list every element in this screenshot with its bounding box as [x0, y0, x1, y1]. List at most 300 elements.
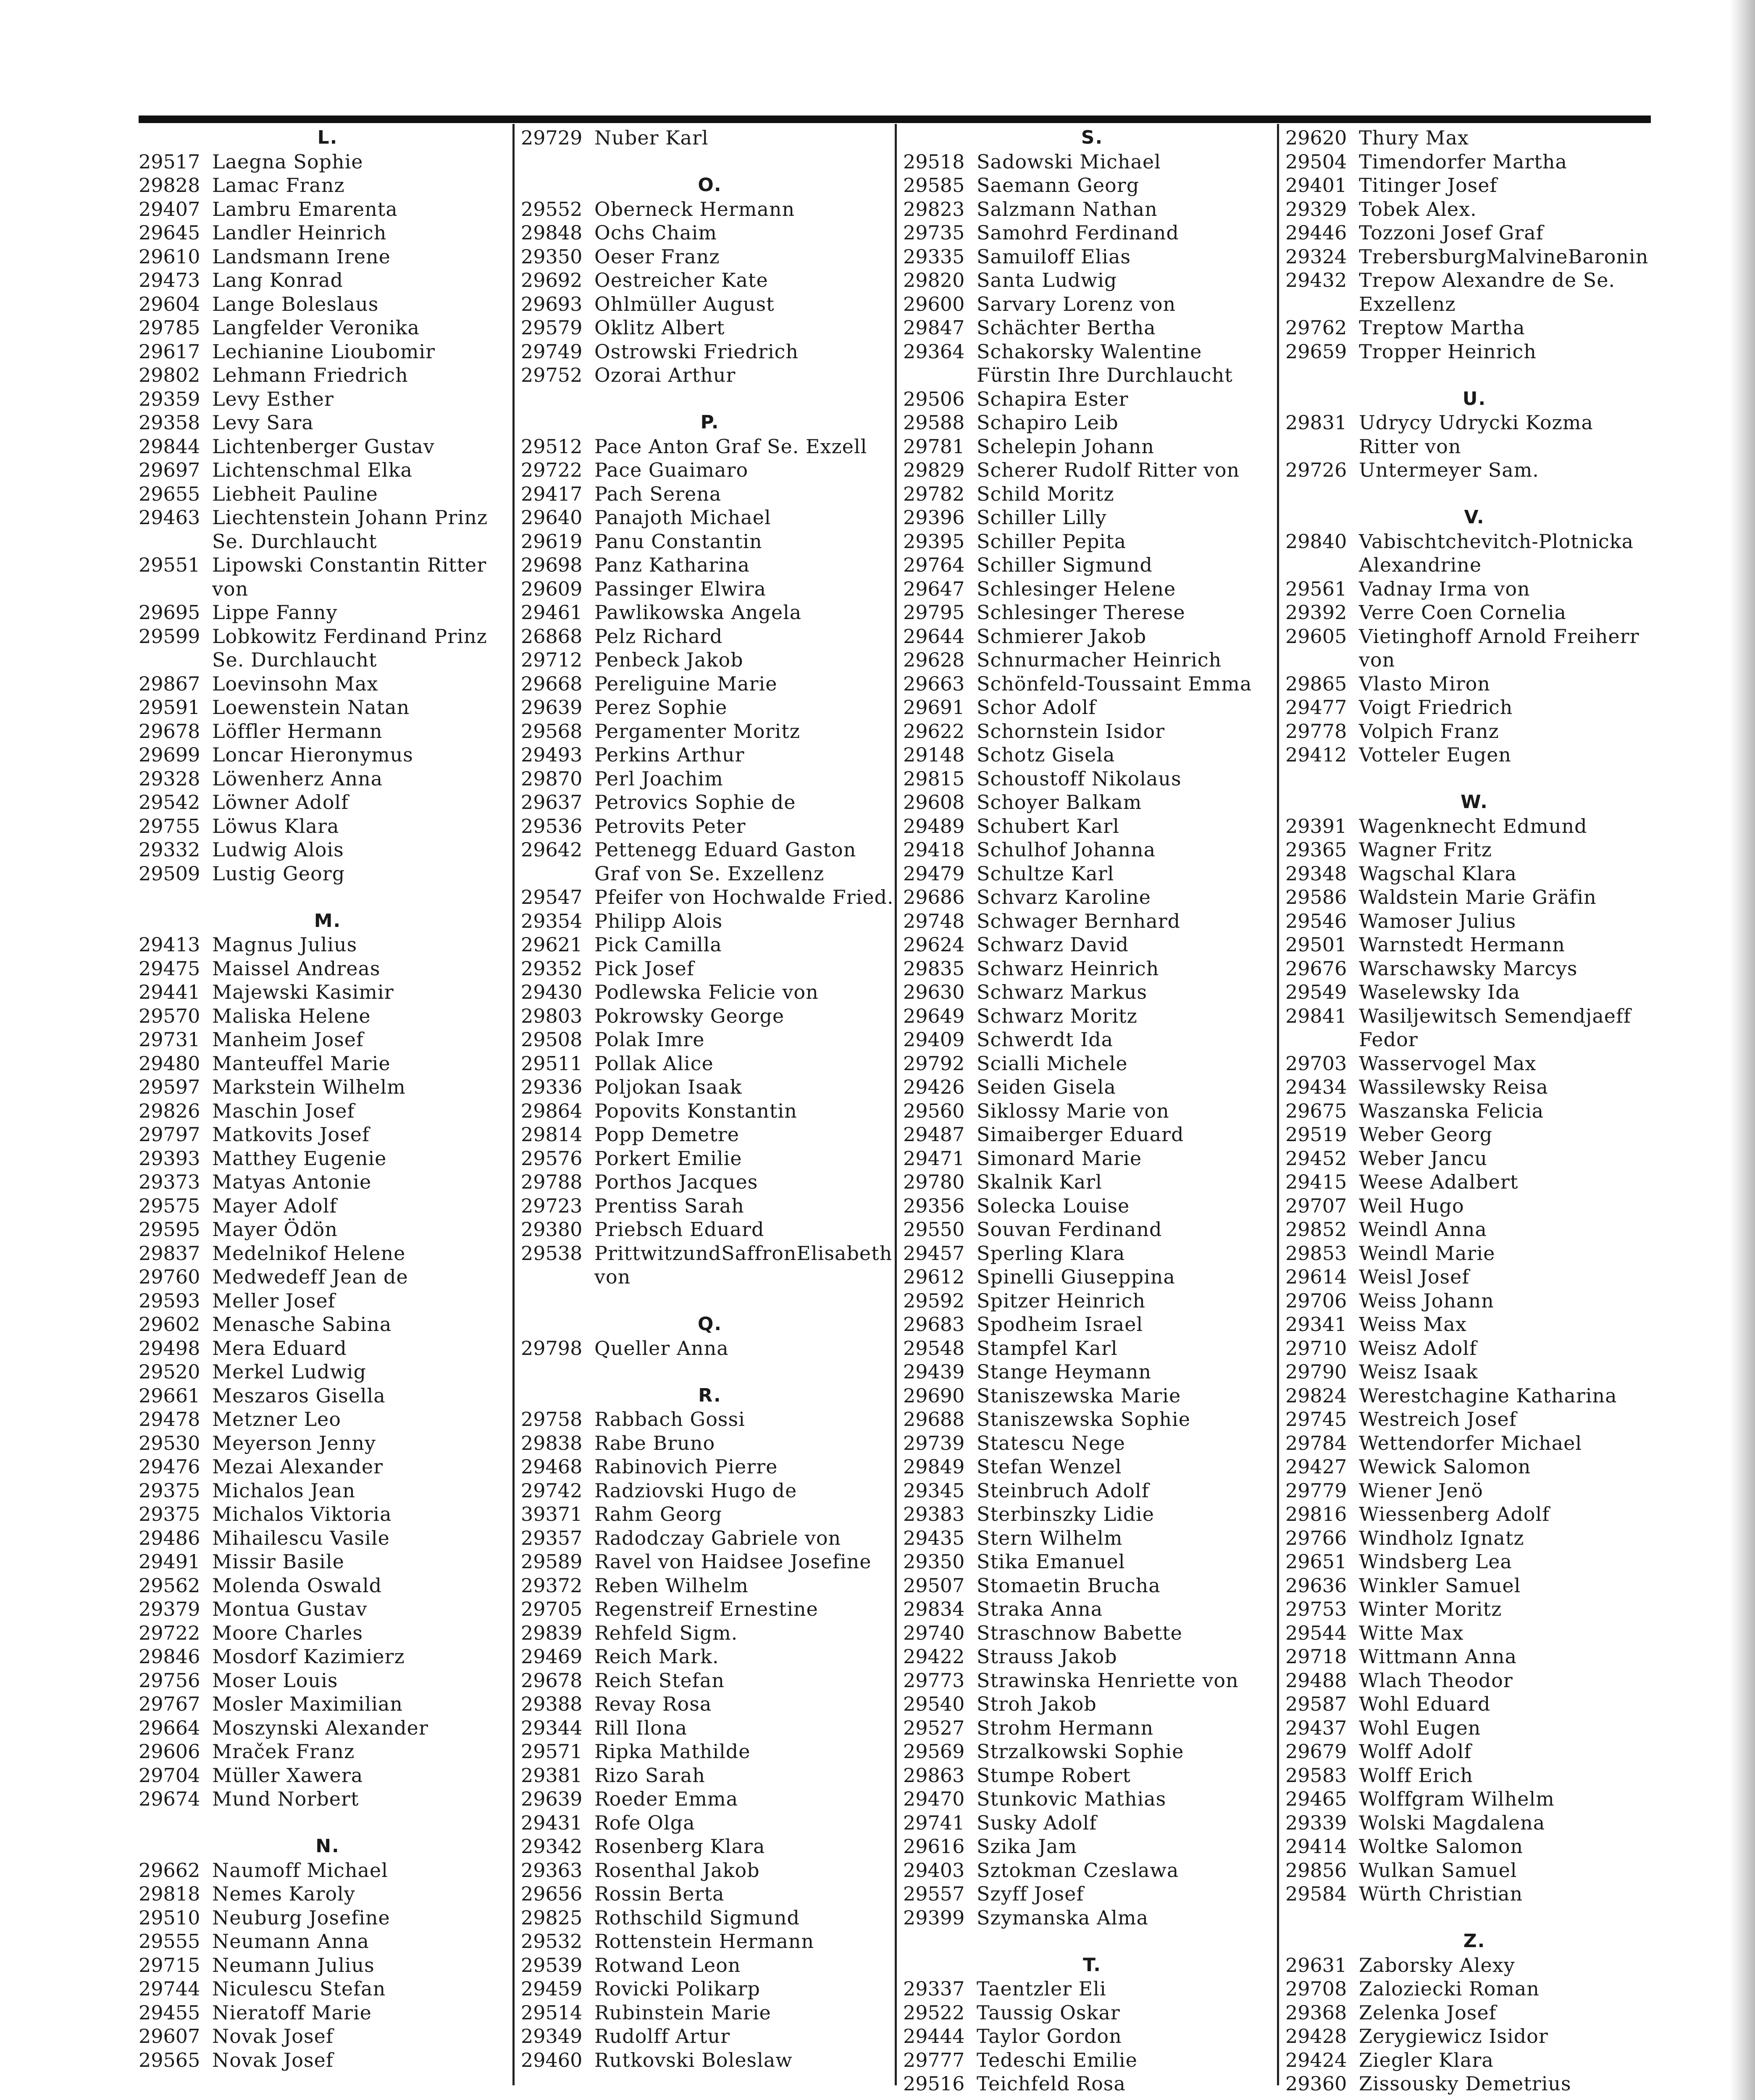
entry-number: 29663: [903, 672, 965, 695]
list-item: [1285, 1336, 1663, 1360]
entry-name: Pollak Alice: [594, 1052, 714, 1075]
entry-name: Schwarz David: [977, 933, 1129, 956]
section-gap: [521, 387, 899, 411]
entry-name: Witte Max: [1359, 1621, 1464, 1644]
section-letter: L.: [317, 127, 338, 148]
list-item: [521, 1479, 899, 1503]
entry-name: Loewenstein Natan: [212, 696, 410, 719]
entry-continuation: von: [212, 577, 249, 600]
entry-number: 29395: [903, 530, 965, 553]
list-item: [903, 933, 1281, 957]
entry-name: Philipp Alois: [594, 909, 723, 932]
entry-name: Rotwand Leon: [594, 1953, 741, 1977]
entry-name: Niculescu Stefan: [212, 1977, 386, 2000]
list-item: [521, 933, 899, 957]
list-item: [1285, 530, 1663, 554]
entry-name: Molenda Oswald: [212, 1574, 382, 1597]
entry-number: 29710: [1285, 1336, 1347, 1360]
entry-name: Scialli Michele: [977, 1052, 1128, 1075]
list-item: [903, 601, 1281, 625]
list-item: [903, 1360, 1281, 1384]
entry-number: 29655: [139, 482, 200, 505]
list-item: [1285, 173, 1663, 197]
list-item: [521, 221, 899, 245]
entry-name: Rubinstein Marie: [594, 2001, 771, 2024]
entry-name: Spinelli Giuseppina: [977, 1265, 1175, 1288]
list-item: [903, 1621, 1281, 1645]
list-item: [903, 506, 1281, 530]
entry-name: Meller Josef: [212, 1289, 336, 1312]
entry-name: Metzner Leo: [212, 1408, 341, 1431]
entry-number: 29742: [521, 1479, 583, 1502]
entry-number: 29418: [903, 838, 965, 861]
entry-number: 29826: [139, 1099, 200, 1122]
entry-number: 29752: [521, 364, 583, 386]
entry-number: 29818: [139, 1882, 200, 1905]
entry-number: 29342: [521, 1835, 583, 1858]
entry-number: 26868: [521, 625, 583, 648]
entry-number: 29148: [903, 743, 965, 766]
list-item: [139, 482, 517, 506]
entry-number: 29511: [521, 1052, 583, 1075]
entry-number: 29748: [903, 909, 965, 932]
entry-name: Priebsch Eduard: [594, 1218, 765, 1241]
entry-name: Pergamenter Moritz: [594, 719, 800, 743]
list-item: [521, 1218, 899, 1242]
entry-number: 29608: [903, 791, 965, 814]
entry-name: Strauss Jakob: [977, 1645, 1117, 1668]
entry-name: Regenstreif Ernestine: [594, 1598, 818, 1620]
entry-name: Weindl Marie: [1359, 1242, 1495, 1265]
list-item: [521, 1858, 899, 1882]
entry-name: Weber Jancu: [1359, 1147, 1487, 1170]
entry-name: Schakorsky Walentine: [977, 340, 1202, 363]
entry-name: Pace Anton Graf Se. Exzell: [594, 435, 867, 458]
list-item: [521, 530, 899, 554]
entry-name: Samohrd Ferdinand: [977, 221, 1179, 244]
entry-number: 29426: [903, 1076, 965, 1098]
entry-name: Warnstedt Hermann: [1359, 933, 1565, 956]
entry-name: Lambru Emarenta: [212, 197, 398, 220]
entry-number: 29469: [521, 1645, 583, 1668]
entry-name: Loevinsohn Max: [212, 672, 378, 695]
entry-name: Lichtenberger Gustav: [212, 435, 435, 458]
entry-number: 29698: [521, 554, 583, 576]
entry-number: 29414: [1285, 1835, 1347, 1858]
entry-number: 29403: [903, 1858, 965, 1882]
entry-name: Winter Moritz: [1359, 1598, 1502, 1620]
entry-number: 29609: [521, 577, 583, 600]
entry-number: 29592: [903, 1289, 965, 1312]
entry-number: 29706: [1285, 1289, 1347, 1312]
entry-name: Mayer Adolf: [212, 1194, 337, 1217]
entry-number: 29557: [903, 1882, 965, 1905]
entry-name: Schwarz Markus: [977, 981, 1148, 1003]
entry-name: Teichfeld Rosa: [977, 2072, 1126, 2095]
entry-name: Taylor Gordon: [977, 2025, 1122, 2048]
entry-number: 29337: [903, 1977, 965, 2000]
list-item: [903, 1052, 1281, 1076]
entry-number: 29583: [1285, 1764, 1347, 1787]
list-item: [521, 2001, 899, 2025]
entry-number: 29600: [903, 292, 965, 315]
entry-number: 29691: [903, 696, 965, 719]
list-item: [139, 1621, 517, 1645]
list-item: [1285, 1289, 1663, 1313]
entry-number: 29589: [521, 1550, 583, 1573]
list-item: [1285, 150, 1663, 174]
list-item: [903, 553, 1281, 577]
entry-number: 29488: [1285, 1669, 1347, 1692]
list-item: [139, 1574, 517, 1598]
list-item: [521, 625, 899, 648]
entry-number: 29519: [1285, 1123, 1347, 1146]
entry-name: Wulkan Samuel: [1359, 1858, 1517, 1882]
entry-name: TrebersburgMalvineBaronin: [1359, 245, 1649, 268]
list-item: [1285, 245, 1663, 269]
entry-name: Schlesinger Therese: [977, 601, 1185, 624]
entry-number: 29692: [521, 269, 583, 291]
entry-number: 29614: [1285, 1265, 1347, 1288]
entry-name: Tedeschi Emilie: [977, 2048, 1138, 2071]
list-item: [139, 625, 517, 648]
entry-name: Warschawsky Marcys: [1359, 957, 1578, 980]
entry-number: 29591: [139, 696, 200, 719]
entry-name: Landler Heinrich: [212, 221, 387, 244]
entry-name: Vlasto Miron: [1359, 672, 1490, 695]
entry-name: Schwager Bernhard: [977, 909, 1181, 932]
list-item: [1285, 1194, 1663, 1218]
entry-name: Landsmann Irene: [212, 245, 391, 268]
list-item: [1285, 1645, 1663, 1669]
entry-name: Podlewska Felicie von: [594, 981, 819, 1003]
entry-name: Zerygiewicz Isidor: [1359, 2025, 1548, 2048]
list-item: [903, 1407, 1281, 1431]
section-gap: [903, 1929, 1281, 1953]
list-item: [521, 1526, 899, 1550]
list-item: [521, 1645, 899, 1669]
entry-number: 29569: [903, 1740, 965, 1763]
entry-name: Perez Sophie: [594, 696, 728, 719]
entry-number: 29824: [1285, 1384, 1347, 1407]
list-item: [521, 482, 899, 506]
entry-number: 29798: [521, 1336, 583, 1360]
entry-name: Pfeifer von Hochwalde Fried.: [594, 886, 894, 908]
entry-number: 29620: [1285, 126, 1347, 149]
entry-name: Wamoser Julius: [1359, 909, 1516, 932]
list-item: [903, 1455, 1281, 1479]
section-letter: Z.: [1463, 1930, 1486, 1952]
entry-name: Wassilewsky Reisa: [1359, 1076, 1548, 1098]
entry-name: Sarvary Lorenz von: [977, 292, 1176, 315]
list-item: [1285, 1669, 1663, 1693]
entry-number: 29444: [903, 2025, 965, 2048]
list-item: [139, 553, 517, 577]
entry-number: 29731: [139, 1028, 200, 1051]
entry-number: 29504: [1285, 150, 1347, 173]
entry-number: 29586: [1285, 886, 1347, 908]
list-item: [139, 672, 517, 696]
entry-number: 29820: [903, 269, 965, 291]
list-item: [521, 1716, 899, 1740]
entry-name: Meszaros Gisella: [212, 1384, 386, 1407]
page-edge-shadow: [1730, 0, 1755, 2100]
entry-number: 29712: [521, 648, 583, 671]
list-item: [139, 1716, 517, 1740]
entry-number: 29840: [1285, 530, 1347, 553]
entry-number: 29427: [1285, 1455, 1347, 1478]
entry-name: Strohm Hermann: [977, 1716, 1154, 1739]
entry-name: Porthos Jacques: [594, 1171, 758, 1193]
entry-name: Zaborsky Alexy: [1359, 1953, 1515, 1977]
entry-number: 29491: [139, 1550, 200, 1573]
entry-number: 29587: [1285, 1693, 1347, 1715]
entry-number: 29565: [139, 2048, 200, 2071]
list-item: [521, 767, 899, 791]
list-item: [1285, 672, 1663, 696]
entry-name: Waselewsky Ida: [1359, 981, 1520, 1003]
entry-name: Ochs Chaim: [594, 221, 717, 244]
entry-number: 29617: [139, 340, 200, 363]
entry-name: Neumann Julius: [212, 1953, 375, 1977]
entry-number: 29430: [521, 981, 583, 1003]
entry-name: Schild Moritz: [977, 482, 1114, 505]
list-item: [903, 767, 1281, 791]
entry-number: 29424: [1285, 2048, 1347, 2071]
entry-name: Poljokan Isaak: [594, 1076, 742, 1098]
entry-number: 29841: [1285, 1004, 1347, 1027]
entry-name: Moszynski Alexander: [212, 1716, 428, 1739]
entry-name: Wlach Theodor: [1359, 1669, 1513, 1692]
entry-number: 29373: [139, 1171, 200, 1193]
entry-continuation: Alexandrine: [1359, 554, 1482, 576]
section-gap: [521, 1289, 899, 1313]
list-item: [903, 340, 1281, 364]
entry-name: Meyerson Jenny: [212, 1431, 376, 1454]
entry-name: Oklitz Albert: [594, 316, 725, 339]
entry-number: 29532: [521, 1930, 583, 1953]
entry-number: 29365: [1285, 838, 1347, 861]
list-item: [139, 1289, 517, 1313]
entry-number: 29473: [139, 269, 200, 291]
entry-continuation: von: [1359, 648, 1395, 671]
list-item: [1285, 1621, 1663, 1645]
list-item: [139, 340, 517, 364]
entry-name: Schornstein Isidor: [977, 719, 1165, 743]
list-item: [1285, 862, 1663, 886]
entry-name: Zissousky Demetrius: [1359, 2072, 1571, 2095]
entry-name: Ripka Mathilde: [594, 1740, 751, 1763]
entry-name: Susky Adolf: [977, 1811, 1097, 1834]
list-item: [521, 292, 899, 316]
list-item: [1285, 696, 1663, 719]
section-gap: [521, 1360, 899, 1384]
entry-name: Polak Imre: [594, 1028, 705, 1051]
entry-name: Reich Mark.: [594, 1645, 719, 1668]
entry-number: 29753: [1285, 1598, 1347, 1620]
list-item: [521, 885, 899, 909]
list-item: [903, 719, 1281, 743]
entry-number: 29457: [903, 1242, 965, 1265]
entry-name: Rutkovski Boleslaw: [594, 2048, 793, 2071]
entry-name: Skalnik Karl: [977, 1171, 1102, 1193]
entry-name: PrittwitzundSaffronElisabeth: [594, 1242, 893, 1265]
list-column-4: [1285, 126, 1663, 2096]
entry-name: Wagschal Klara: [1359, 862, 1517, 885]
list-item: [903, 1194, 1281, 1218]
entry-number: 29517: [139, 150, 200, 173]
entry-number: 29359: [139, 387, 200, 410]
entry-number: 29864: [521, 1099, 583, 1122]
list-item: [139, 1479, 517, 1503]
list-item: [903, 2001, 1281, 2025]
entry-name: Timendorfer Martha: [1359, 150, 1567, 173]
entry-number: 29816: [1285, 1503, 1347, 1525]
list-item: [903, 1716, 1281, 1740]
entry-number: 29644: [903, 625, 965, 648]
entry-number: 29715: [139, 1953, 200, 1977]
section-gap: [1285, 767, 1663, 791]
entry-name: Mihailescu Vasile: [212, 1526, 390, 1549]
list-item: [1285, 1312, 1663, 1336]
entry-name: Missir Basile: [212, 1550, 344, 1573]
list-item: [903, 292, 1281, 316]
list-item: [903, 1835, 1281, 1858]
entry-name: Medelnikof Helene: [212, 1242, 406, 1265]
entry-number: 29470: [903, 1788, 965, 1810]
list-item: [903, 1028, 1281, 1052]
entry-number: 29606: [139, 1740, 200, 1763]
list-item: [1285, 957, 1663, 981]
list-item: [139, 1004, 517, 1028]
entry-number: 29579: [521, 316, 583, 339]
section-letter: V.: [1464, 507, 1485, 528]
entry-number: 29631: [1285, 1953, 1347, 1977]
list-item: [1285, 601, 1663, 625]
list-item: [1285, 1692, 1663, 1716]
list-item: [521, 268, 899, 292]
entry-name: Weese Adalbert: [1359, 1171, 1519, 1193]
entry-number: 29703: [1285, 1052, 1347, 1075]
entry-number: 29699: [139, 743, 200, 766]
entry-name: Udrycy Udrycki Kozma: [1359, 411, 1593, 434]
section-letter: M.: [314, 910, 342, 932]
list-item: [903, 411, 1281, 435]
entry-number: 29507: [903, 1574, 965, 1597]
entry-number: 29550: [903, 1218, 965, 1241]
section-gap: [1285, 482, 1663, 506]
list-item: [521, 245, 899, 269]
list-item: [521, 553, 899, 577]
list-item: [139, 1597, 517, 1621]
list-item: [1285, 838, 1663, 862]
entry-number: 29392: [1285, 601, 1347, 624]
section-gap: [1285, 363, 1663, 387]
list-item: [903, 672, 1281, 696]
entry-number: 29865: [1285, 672, 1347, 695]
list-item: [521, 814, 899, 838]
list-item: [903, 1289, 1281, 1313]
entry-name: Wohl Eugen: [1359, 1716, 1481, 1739]
entry-number: 29683: [903, 1313, 965, 1336]
entry-number: 29705: [521, 1598, 583, 1620]
entry-name: Michalos Viktoria: [212, 1503, 392, 1525]
entry-name: Perkins Arthur: [594, 743, 745, 766]
list-item: [521, 980, 899, 1004]
section-letter: T.: [1082, 1954, 1102, 1976]
list-item: [1285, 1479, 1663, 1503]
list-item: [1285, 1455, 1663, 1479]
entry-number: 29636: [1285, 1574, 1347, 1597]
list-item: [903, 173, 1281, 197]
list-item: [1285, 411, 1663, 435]
list-item: [521, 696, 899, 719]
entry-number: 29593: [139, 1289, 200, 1312]
entry-name: Petrovics Sophie de: [594, 791, 796, 814]
list-column-1: [139, 126, 517, 2072]
list-item: [521, 1882, 899, 1906]
entry-number: 29785: [139, 316, 200, 339]
entry-number: 29413: [139, 933, 200, 956]
entry-number: 29339: [1285, 1811, 1347, 1834]
list-item: [1285, 1218, 1663, 1242]
list-item: [903, 1265, 1281, 1289]
entry-name: Ostrowski Friedrich: [594, 340, 799, 363]
entry-name: Schiller Sigmund: [977, 554, 1153, 576]
entry-number: 29514: [521, 2001, 583, 2024]
entry-name: Stika Emanuel: [977, 1550, 1125, 1573]
entry-number: 29848: [521, 221, 583, 244]
entry-number: 29628: [903, 648, 965, 671]
list-item: [521, 1147, 899, 1171]
list-item: [1285, 1811, 1663, 1835]
list-item: [1285, 719, 1663, 743]
entry-name: Popovits Konstantin: [594, 1099, 797, 1122]
list-item: [139, 1099, 517, 1123]
entry-number: 29570: [139, 1004, 200, 1027]
entry-number: 29478: [139, 1408, 200, 1431]
list-item: [139, 862, 517, 886]
list-item: [521, 1194, 899, 1218]
entry-number: 29814: [521, 1123, 583, 1146]
list-item: [903, 458, 1281, 482]
list-item: [1285, 1384, 1663, 1408]
entry-number: 29863: [903, 1764, 965, 1787]
list-item: [521, 1953, 899, 1977]
list-item: [1285, 1787, 1663, 1811]
section-letter: Q.: [697, 1313, 722, 1335]
entry-name: Mosler Maximilian: [212, 1693, 403, 1715]
entry-number: 29452: [1285, 1147, 1347, 1170]
entry-number: 29784: [1285, 1431, 1347, 1454]
entry-number: 29459: [521, 1977, 583, 2000]
entry-name: Siklossy Marie von: [977, 1099, 1169, 1122]
entry-name: Rovicki Polikarp: [594, 1977, 760, 2000]
entry-name: Wolffgram Wilhelm: [1359, 1788, 1555, 1810]
entry-number: 29847: [903, 316, 965, 339]
list-item: [1285, 1597, 1663, 1621]
entry-number: 29530: [139, 1431, 200, 1454]
header-rule: [139, 116, 1651, 123]
list-item: [903, 980, 1281, 1004]
entry-name: Oeser Franz: [594, 245, 720, 268]
entry-name: Schwarz Heinrich: [977, 957, 1159, 980]
list-item: [1285, 1431, 1663, 1455]
list-item: [139, 1194, 517, 1218]
list-item: [521, 2048, 899, 2072]
entry-number: 29329: [1285, 197, 1347, 220]
entry-name: Wolff Adolf: [1359, 1740, 1472, 1763]
